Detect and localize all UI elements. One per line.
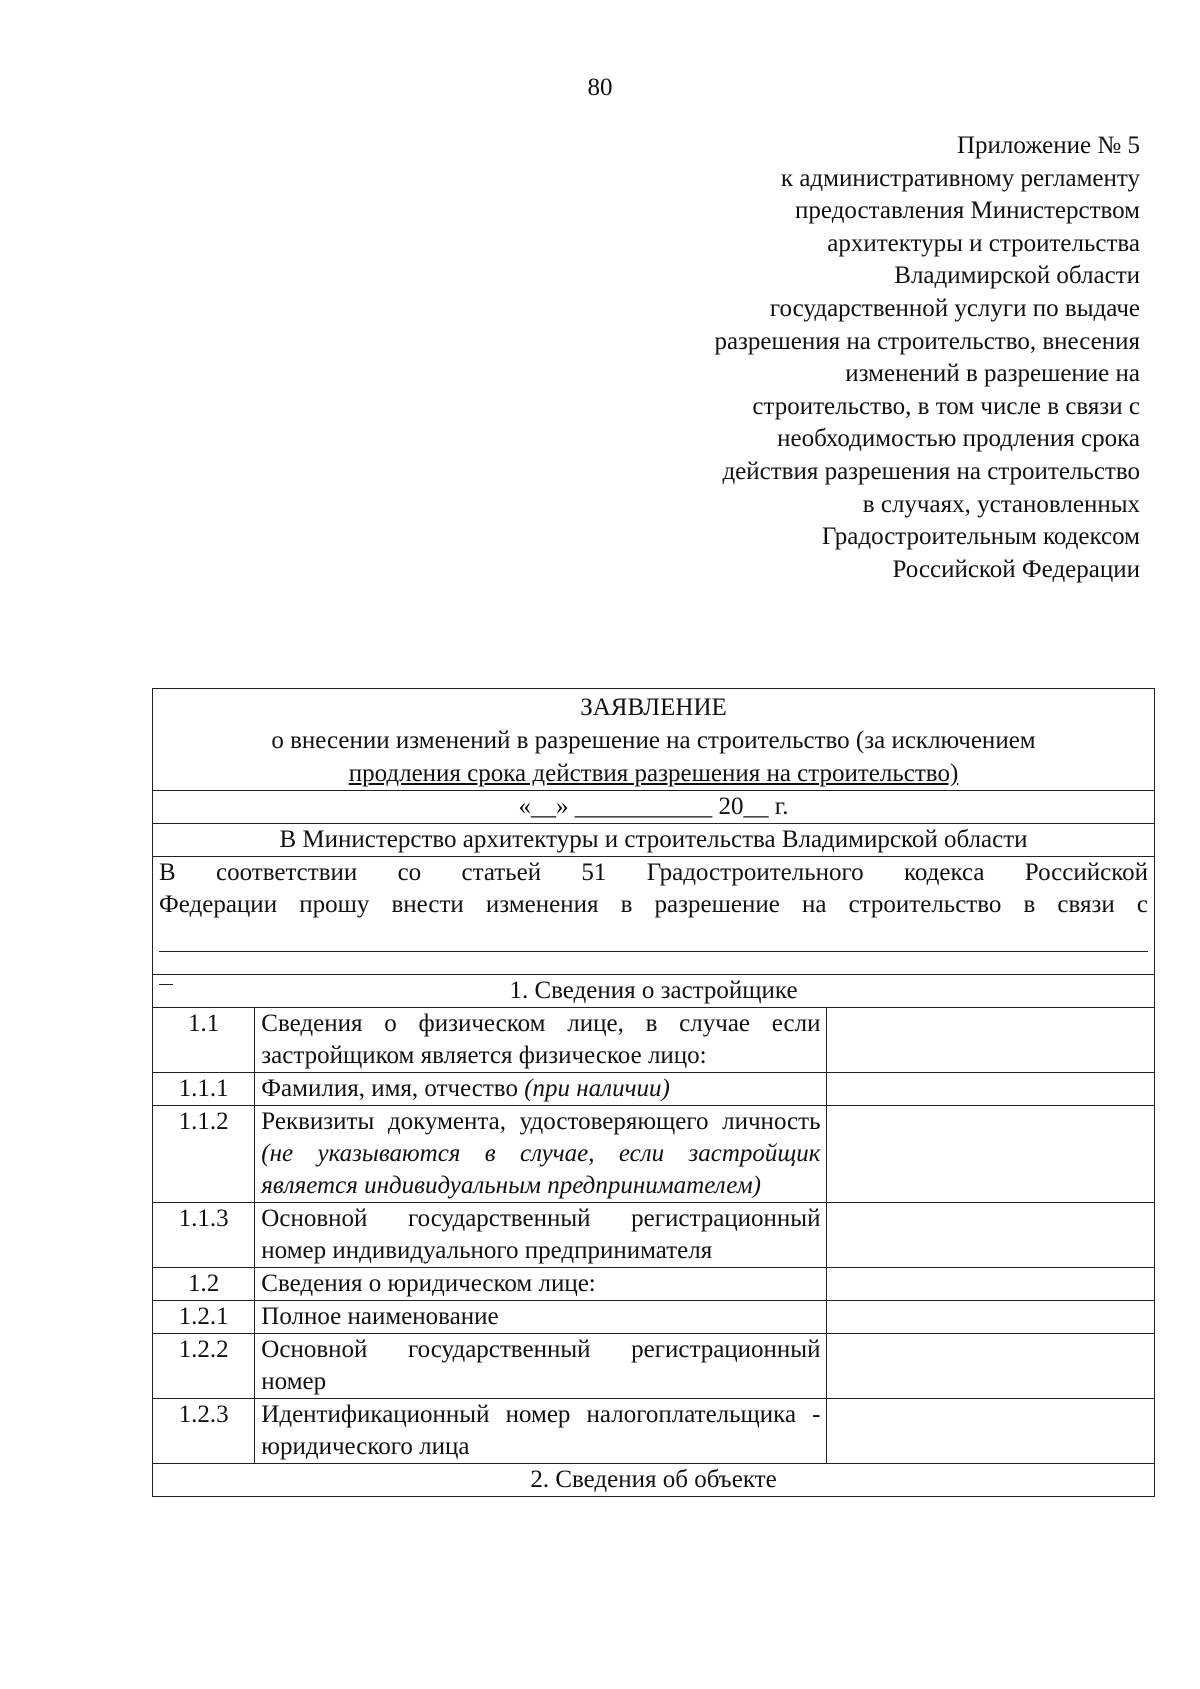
row-number: 1.2 <box>153 1268 255 1301</box>
row-value-field[interactable] <box>827 1106 1155 1203</box>
form-subtitle-line: о внесении изменений в разрешение на строительство (за исключением <box>271 727 1036 754</box>
form-title-row <box>153 689 1155 791</box>
row-description <box>255 1334 827 1399</box>
row-description <box>255 1399 827 1464</box>
table-row <box>153 1334 1155 1399</box>
request-reason-field[interactable] <box>159 921 1148 952</box>
row-text: Сведения о физическом лице, в случае если застройщиком является физическое лицо: <box>261 1010 821 1069</box>
row-text: Основной государственный регистрационный номер индивидуального предпринимателя <box>261 1205 821 1264</box>
row-number: 1.1.1 <box>153 1073 255 1106</box>
table-row <box>153 1073 1155 1106</box>
addressee-row <box>153 824 1155 857</box>
table-row <box>153 1268 1155 1301</box>
appendix-line: в случаях, установленных <box>862 490 1140 518</box>
row-value-field[interactable] <box>827 1268 1155 1301</box>
appendix-line: необходимостью продления срока <box>777 425 1140 453</box>
row-text: Фамилия, имя, отчество <box>261 1075 518 1102</box>
appendix-line: архитектуры и строительства <box>827 229 1140 257</box>
row-text: Полное наименование <box>261 1303 499 1330</box>
row-number: 1.1.3 <box>153 1203 255 1268</box>
appendix-line: действия разрешения на строительство <box>722 457 1140 485</box>
row-value-field[interactable] <box>827 1301 1155 1334</box>
section-header-developer: 1. Сведения о застройщике <box>153 975 1155 1008</box>
row-value-field[interactable] <box>827 1073 1155 1106</box>
row-value-field[interactable] <box>827 1008 1155 1073</box>
row-note: (при наличии) <box>524 1075 670 1102</box>
form-title-cell <box>153 689 1155 791</box>
section-header-row <box>153 975 1155 1008</box>
form-subtitle-line: продления срока действия разрешения на строительство) <box>348 760 959 787</box>
date-line[interactable]: «__» ___________ 20__ г. <box>153 791 1155 824</box>
appendix-header <box>580 130 1140 586</box>
row-description <box>255 1106 827 1203</box>
appendix-line: строительство, в том числе в связи с <box>752 392 1140 420</box>
section-header-object: 2. Сведения об объекте <box>153 1464 1155 1497</box>
row-text: Сведения о юридическом лице: <box>261 1270 596 1297</box>
appendix-line: государственной услуги по выдаче <box>769 294 1140 322</box>
table-row <box>153 1008 1155 1073</box>
section-header-row <box>153 1464 1155 1497</box>
row-number: 1.2.2 <box>153 1334 255 1399</box>
application-form-table <box>152 688 1155 1497</box>
row-value-field[interactable] <box>827 1334 1155 1399</box>
row-description <box>255 1073 827 1106</box>
row-note: (не указываются в случае, если застройщик является индивидуальным предпринимателем) <box>261 1140 821 1199</box>
appendix-line: Российской Федерации <box>892 555 1140 583</box>
appendix-line: к административному регламенту <box>780 164 1140 192</box>
page-number: 80 <box>587 74 613 101</box>
table-row <box>153 1106 1155 1203</box>
form-title: ЗАЯВЛЕНИЕ <box>580 694 727 721</box>
table-row <box>153 1203 1155 1268</box>
request-row <box>153 857 1155 975</box>
row-value-field[interactable] <box>827 1399 1155 1464</box>
request-cell <box>153 857 1155 975</box>
row-text: Идентификационный номер налогоплательщика - юридического лица <box>261 1401 821 1460</box>
row-text: Основной государственный регистрационный номер <box>261 1336 821 1395</box>
row-number: 1.1 <box>153 1008 255 1073</box>
dash-mark <box>159 984 173 985</box>
row-description <box>255 1008 827 1073</box>
appendix-line: Приложение № 5 <box>956 132 1140 159</box>
addressee: В Министерство архитектуры и строительства Владимирской области <box>153 824 1155 857</box>
request-text-line: Федерации прошу внести изменения в разрешение на строительство в связи с <box>159 891 1148 918</box>
table-row <box>153 1399 1155 1464</box>
request-text-line: В соответствии со статьей 51 Градостроительного кодекса Российской <box>159 859 1148 886</box>
row-description <box>255 1268 827 1301</box>
row-number: 1.1.2 <box>153 1106 255 1203</box>
appendix-line: предоставления Министерством <box>795 197 1140 225</box>
row-number: 1.2.3 <box>153 1399 255 1464</box>
row-description <box>255 1301 827 1334</box>
appendix-line: изменений в разрешение на <box>845 360 1140 388</box>
date-row <box>153 791 1155 824</box>
row-description <box>255 1203 827 1268</box>
row-number: 1.2.1 <box>153 1301 255 1334</box>
table-row <box>153 1301 1155 1334</box>
appendix-line: разрешения на строительство, внесения <box>714 327 1140 355</box>
row-text: Реквизиты документа, удостоверяющего личность <box>261 1108 821 1135</box>
appendix-line: Владимирской области <box>894 262 1140 290</box>
appendix-line: Градостроительным кодексом <box>821 523 1140 551</box>
row-value-field[interactable] <box>827 1203 1155 1268</box>
